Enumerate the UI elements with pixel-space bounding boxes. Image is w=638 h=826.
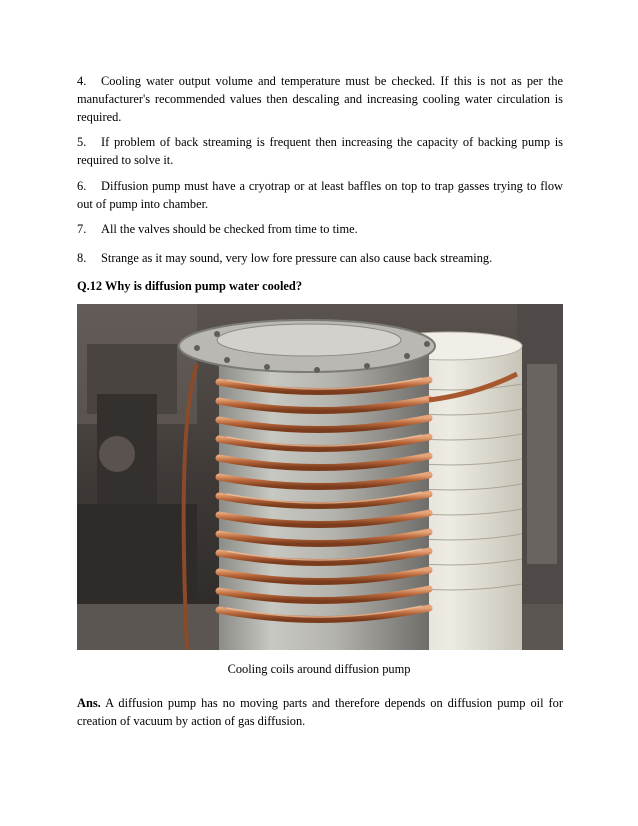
answer-paragraph	[77, 694, 563, 730]
item-number: 8.	[77, 251, 87, 265]
item-4	[77, 72, 563, 126]
item-number: 4.	[77, 74, 87, 88]
answer-text: A diffusion pump has no moving parts and therefore depends on diffusion pump oil for creation of vacuum by action of gas diffusion.	[77, 696, 563, 728]
item-5	[77, 133, 563, 169]
item-text: All the valves should be checked from time to time.	[101, 222, 358, 236]
item-text: If problem of back streaming is frequent then increasing the capacity of backing pump is required to solve it.	[77, 135, 563, 167]
answer-label: Ans.	[77, 696, 101, 710]
item-number: 5.	[77, 135, 87, 149]
figure-caption: Cooling coils around diffusion pump	[227, 662, 411, 676]
item-number: 6.	[77, 179, 87, 193]
item-7	[77, 220, 563, 238]
item-text: Diffusion pump must have a cryotrap or at least baffles on top to trap gasses trying to flow out of pump into chamber.	[77, 179, 563, 211]
item-text: Cooling water output volume and temperature must be checked. If this is not as per the manufacturer's recommended values then descaling and increasing cooling water circulation is required.	[77, 74, 563, 124]
item-text: Strange as it may sound, very low fore pressure can also cause back streaming.	[101, 251, 493, 265]
item-number: 7.	[77, 222, 87, 236]
diffusion-pump-photo	[77, 304, 563, 650]
item-6	[77, 177, 563, 213]
question-heading: Q.12 Why is diffusion pump water cooled?	[77, 279, 303, 293]
item-8	[77, 249, 563, 267]
